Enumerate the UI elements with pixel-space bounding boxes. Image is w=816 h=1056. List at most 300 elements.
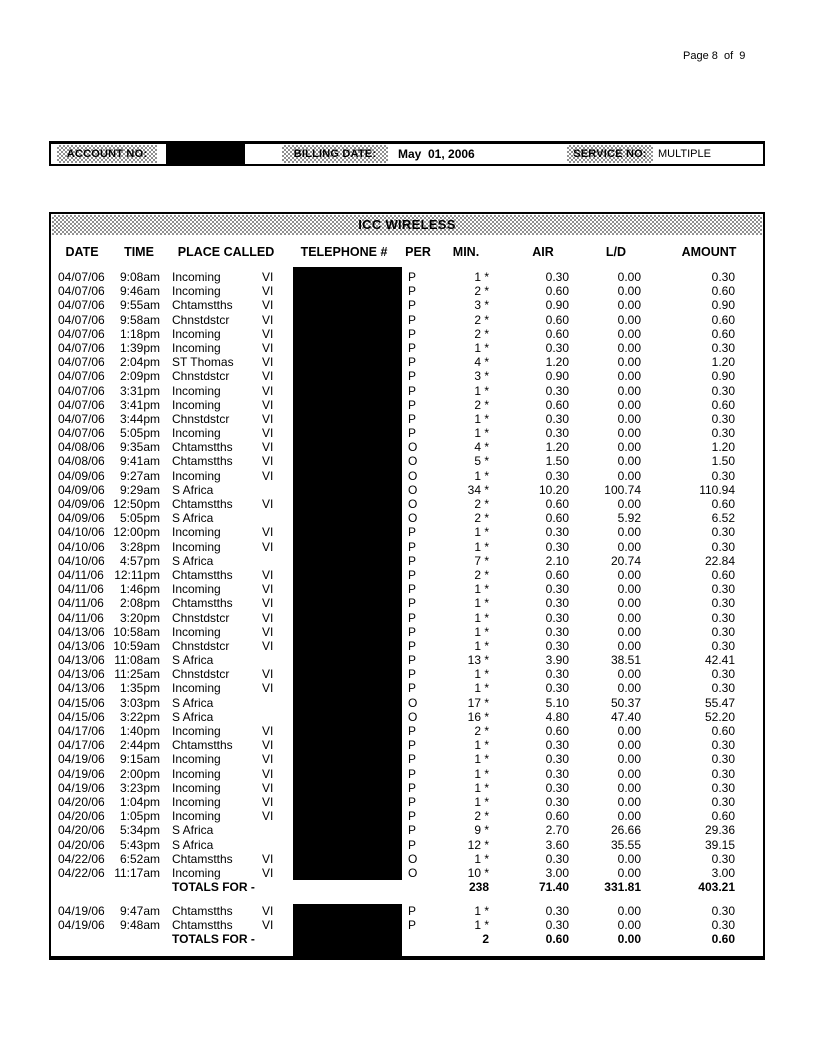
long-distance-charge: 0.00 (617, 397, 641, 412)
period-code: O (408, 468, 418, 483)
long-distance-charge: 0.00 (617, 426, 641, 441)
period-code: P (408, 638, 417, 653)
minutes: 2 * (474, 511, 489, 526)
air-charge: 0.30 (545, 681, 569, 696)
call-date: 04/13/06 (58, 624, 105, 639)
service-no-label: SERVICE NO: (567, 145, 653, 163)
air-charge: 2.10 (545, 553, 569, 568)
long-distance-charge: 0.00 (617, 752, 641, 767)
place-region: VI (262, 738, 274, 753)
amount: 0.60 (711, 809, 735, 824)
amount: 0.30 (711, 468, 735, 483)
place-called: Incoming (172, 766, 221, 781)
place-region: VI (262, 426, 274, 441)
call-date: 04/08/06 (58, 454, 105, 469)
call-row (51, 596, 763, 610)
air-charge: 3.90 (545, 653, 569, 668)
place-region: VI (262, 440, 274, 455)
air-charge: 0.60 (545, 312, 569, 327)
place-called: Incoming (172, 752, 221, 767)
call-row (51, 369, 763, 383)
air-charge: 0.30 (545, 426, 569, 441)
call-row (51, 355, 763, 369)
minutes: 1 * (474, 752, 489, 767)
minutes: 1 * (474, 539, 489, 554)
call-date: 04/22/06 (58, 865, 105, 880)
period-code: P (408, 397, 417, 412)
call-time: 5:05pm (119, 511, 160, 526)
minutes: 2 * (474, 312, 489, 327)
place-called: Chnstdstcr (172, 411, 230, 426)
call-time: 1:04pm (119, 794, 160, 809)
minutes: 1 * (474, 596, 489, 611)
place-called: Incoming (172, 624, 221, 639)
place-region: VI (262, 596, 274, 611)
call-date: 04/08/06 (58, 440, 105, 455)
call-row (51, 454, 763, 468)
long-distance-charge: 0.00 (617, 610, 641, 625)
minutes: 1 * (474, 738, 489, 753)
air-charge: 0.30 (545, 525, 569, 540)
totals-amount: 403.21 (698, 880, 735, 895)
place-region: VI (262, 298, 274, 313)
call-date: 04/10/06 (58, 525, 105, 540)
call-time: 9:41am (119, 454, 160, 469)
call-rows-block-1 (51, 270, 763, 894)
long-distance-charge: 0.00 (617, 766, 641, 781)
air-charge: 0.30 (545, 270, 569, 284)
call-time: 2:00pm (119, 766, 160, 781)
air-charge: 3.60 (545, 837, 569, 852)
totals-label: TOTALS FOR - (172, 880, 255, 895)
amount: 22.84 (704, 553, 735, 568)
place-region: VI (262, 780, 274, 795)
call-row (51, 582, 763, 596)
air-charge: 0.30 (545, 383, 569, 398)
place-called: Chtamstths (172, 298, 233, 313)
period-code: P (408, 738, 417, 753)
call-row (51, 918, 763, 932)
call-time: 4:57pm (119, 553, 160, 568)
air-charge: 4.80 (545, 709, 569, 724)
amount: 0.30 (711, 738, 735, 753)
place-called: Chtamstths (172, 454, 233, 469)
long-distance-charge: 0.00 (617, 794, 641, 809)
place-called: Incoming (172, 865, 221, 880)
call-date: 04/09/06 (58, 497, 105, 511)
minutes: 1 * (474, 904, 489, 918)
amount: 0.30 (711, 610, 735, 625)
amount: 0.30 (711, 918, 735, 933)
period-code: P (408, 426, 417, 441)
totals-air: 71.40 (538, 880, 569, 895)
call-row (51, 625, 763, 639)
call-row (51, 483, 763, 497)
long-distance-charge: 38.51 (610, 653, 641, 668)
period-code: P (408, 823, 417, 838)
place-region: VI (262, 312, 274, 327)
air-charge: 0.30 (545, 752, 569, 767)
air-charge: 0.30 (545, 904, 569, 918)
call-date: 04/07/06 (58, 411, 105, 426)
air-charge: 0.30 (545, 794, 569, 809)
call-time: 11:17am (114, 865, 160, 880)
call-date: 04/07/06 (58, 355, 105, 370)
air-charge: 0.30 (545, 610, 569, 625)
call-row (51, 440, 763, 454)
totals-minutes: 238 (468, 880, 489, 895)
call-time: 1:40pm (119, 724, 160, 738)
call-time: 11:25am (114, 667, 160, 682)
air-charge: 0.60 (545, 724, 569, 738)
air-charge: 0.30 (545, 468, 569, 483)
amount: 0.30 (711, 681, 735, 696)
amount: 0.30 (711, 766, 735, 781)
call-date: 04/09/06 (58, 482, 105, 497)
minutes: 1 * (474, 270, 489, 284)
amount: 0.30 (711, 596, 735, 611)
place-called: Incoming (172, 681, 221, 696)
long-distance-charge: 0.00 (617, 724, 641, 738)
minutes: 1 * (474, 681, 489, 696)
period-code: O (408, 851, 418, 866)
long-distance-charge: 0.00 (617, 780, 641, 795)
call-time: 5:34pm (119, 823, 160, 838)
minutes: 13 * (467, 653, 489, 668)
period-code: P (408, 809, 417, 824)
minutes: 1 * (474, 525, 489, 540)
place-called: Incoming (172, 780, 221, 795)
amount: 0.60 (711, 326, 735, 341)
air-charge: 0.30 (545, 851, 569, 866)
long-distance-charge: 0.00 (617, 582, 641, 597)
column-header-row (51, 245, 763, 261)
place-region: VI (262, 270, 274, 284)
long-distance-charge: 0.00 (617, 284, 641, 299)
totals-minutes: 2 (482, 932, 489, 947)
minutes: 7 * (474, 553, 489, 568)
amount: 0.30 (711, 383, 735, 398)
call-date: 04/07/06 (58, 340, 105, 355)
minutes: 10 * (467, 865, 489, 880)
place-region: VI (262, 809, 274, 824)
amount: 1.20 (711, 355, 735, 370)
call-time: 3:20pm (119, 610, 160, 625)
call-row (51, 724, 763, 738)
place-region: VI (262, 355, 274, 370)
minutes: 1 * (474, 340, 489, 355)
place-called: S Africa (172, 695, 214, 710)
place-called: Incoming (172, 539, 221, 554)
totals-amount: 0.60 (711, 932, 735, 947)
air-charge: 10.20 (538, 482, 569, 497)
call-date: 04/19/06 (58, 904, 105, 918)
call-row (51, 696, 763, 710)
minutes: 1 * (474, 918, 489, 933)
header-place-called: PLACE CALLED (177, 245, 275, 259)
long-distance-charge: 26.66 (610, 823, 641, 838)
place-region: VI (262, 851, 274, 866)
period-code: O (408, 695, 418, 710)
minutes: 2 * (474, 567, 489, 582)
long-distance-charge: 0.00 (617, 918, 641, 933)
call-time: 1:46pm (119, 582, 160, 597)
minutes: 9 * (474, 823, 489, 838)
period-code: P (408, 724, 417, 738)
place-called: S Africa (172, 823, 214, 838)
call-time: 9:48am (119, 918, 160, 933)
period-code: P (408, 653, 417, 668)
long-distance-charge: 0.00 (617, 411, 641, 426)
call-row (51, 738, 763, 752)
call-row (51, 639, 763, 653)
period-code: P (408, 681, 417, 696)
call-date: 04/07/06 (58, 369, 105, 384)
place-called: Chtamstths (172, 738, 233, 753)
place-called: Chnstdstcr (172, 369, 230, 384)
minutes: 1 * (474, 851, 489, 866)
call-time: 3:03pm (119, 695, 160, 710)
amount: 3.00 (711, 865, 735, 880)
call-time: 9:47am (119, 904, 160, 918)
totals-long-distance: 331.81 (604, 880, 641, 895)
header-per: PER (405, 245, 431, 259)
place-region: VI (262, 525, 274, 540)
amount: 0.30 (711, 904, 735, 918)
period-code: P (408, 298, 417, 313)
minutes: 5 * (474, 454, 489, 469)
call-time: 11:08am (114, 653, 160, 668)
minutes: 1 * (474, 426, 489, 441)
amount: 0.60 (711, 497, 735, 511)
account-bar (49, 141, 765, 166)
place-region: VI (262, 567, 274, 582)
air-charge: 0.30 (545, 638, 569, 653)
call-date: 04/11/06 (58, 610, 104, 625)
air-charge: 0.60 (545, 497, 569, 511)
long-distance-charge: 0.00 (617, 851, 641, 866)
period-code: P (408, 340, 417, 355)
call-row (51, 710, 763, 724)
long-distance-charge: 0.00 (617, 865, 641, 880)
amount: 29.36 (704, 823, 735, 838)
period-code: O (408, 454, 418, 469)
place-region: VI (262, 340, 274, 355)
place-called: Incoming (172, 525, 221, 540)
call-row (51, 384, 763, 398)
call-date: 04/20/06 (58, 837, 105, 852)
service-no-value: MULTIPLE (658, 148, 711, 160)
minutes: 12 * (467, 837, 489, 852)
call-date: 04/19/06 (58, 766, 105, 781)
call-date: 04/10/06 (58, 539, 105, 554)
call-row (51, 823, 763, 837)
long-distance-charge: 0.00 (617, 624, 641, 639)
place-called: ST Thomas (172, 355, 234, 370)
period-code: P (408, 918, 417, 933)
header-time: TIME (124, 245, 154, 259)
long-distance-charge: 0.00 (617, 681, 641, 696)
place-region: VI (262, 724, 274, 738)
long-distance-charge: 0.00 (617, 638, 641, 653)
call-date: 04/13/06 (58, 653, 105, 668)
minutes: 1 * (474, 794, 489, 809)
minutes: 1 * (474, 624, 489, 639)
air-charge: 0.60 (545, 326, 569, 341)
period-code: P (408, 610, 417, 625)
long-distance-charge: 0.00 (617, 525, 641, 540)
telephone-redaction-box-2 (293, 904, 402, 956)
call-time: 2:08pm (119, 596, 160, 611)
call-time: 5:43pm (119, 837, 160, 852)
call-row (51, 525, 763, 539)
call-row (51, 511, 763, 525)
period-code: P (408, 582, 417, 597)
call-date: 04/07/06 (58, 426, 105, 441)
place-called: Incoming (172, 468, 221, 483)
amount: 0.30 (711, 794, 735, 809)
amount: 0.30 (711, 752, 735, 767)
period-code: P (408, 624, 417, 639)
call-row (51, 554, 763, 568)
call-time: 9:35am (119, 440, 160, 455)
call-time: 3:22pm (119, 709, 160, 724)
period-code: P (408, 411, 417, 426)
period-code: P (408, 837, 417, 852)
call-date: 04/19/06 (58, 918, 105, 933)
totals-row (51, 880, 763, 894)
amount: 0.30 (711, 411, 735, 426)
period-code: P (408, 596, 417, 611)
place-region: VI (262, 383, 274, 398)
long-distance-charge: 0.00 (617, 596, 641, 611)
call-row (51, 327, 763, 341)
period-code: P (408, 326, 417, 341)
long-distance-charge: 0.00 (617, 312, 641, 327)
call-row (51, 809, 763, 823)
minutes: 2 * (474, 497, 489, 511)
air-charge: 3.00 (545, 865, 569, 880)
air-charge: 1.50 (545, 454, 569, 469)
totals-label: TOTALS FOR - (172, 932, 255, 947)
long-distance-charge: 0.00 (617, 667, 641, 682)
place-region: VI (262, 284, 274, 299)
call-time: 10:59am (113, 638, 160, 653)
minutes: 4 * (474, 440, 489, 455)
place-called: Chtamstths (172, 918, 233, 933)
amount: 0.60 (711, 724, 735, 738)
page-number: Page 8 of 9 (683, 50, 746, 62)
minutes: 1 * (474, 383, 489, 398)
amount: 0.30 (711, 582, 735, 597)
air-charge: 1.20 (545, 355, 569, 370)
call-row (51, 298, 763, 312)
air-charge: 0.30 (545, 582, 569, 597)
minutes: 2 * (474, 326, 489, 341)
long-distance-charge: 0.00 (617, 326, 641, 341)
call-row (51, 852, 763, 866)
long-distance-charge: 35.55 (610, 837, 641, 852)
amount: 0.30 (711, 851, 735, 866)
call-date: 04/19/06 (58, 752, 105, 767)
call-date: 04/13/06 (58, 681, 105, 696)
call-row (51, 270, 763, 284)
place-called: Incoming (172, 724, 221, 738)
call-time: 3:23pm (119, 780, 160, 795)
call-detail-table (49, 212, 765, 960)
call-time: 10:58am (113, 624, 160, 639)
place-called: S Africa (172, 511, 214, 526)
place-region: VI (262, 454, 274, 469)
long-distance-charge: 0.00 (617, 738, 641, 753)
place-called: Chnstdstcr (172, 638, 230, 653)
amount: 110.94 (699, 482, 735, 497)
long-distance-charge: 20.74 (610, 553, 641, 568)
minutes: 2 * (474, 397, 489, 412)
air-charge: 0.30 (545, 411, 569, 426)
minutes: 1 * (474, 780, 489, 795)
long-distance-charge: 5.92 (617, 511, 641, 526)
call-row (51, 781, 763, 795)
call-row (51, 540, 763, 554)
call-row (51, 412, 763, 426)
amount: 0.30 (711, 638, 735, 653)
minutes: 34 * (467, 482, 489, 497)
header-telephone: TELEPHONE # (300, 245, 388, 259)
call-time: 9:08am (119, 270, 160, 284)
call-date: 04/20/06 (58, 794, 105, 809)
long-distance-charge: 0.00 (617, 369, 641, 384)
place-called: Incoming (172, 383, 221, 398)
call-date: 04/07/06 (58, 312, 105, 327)
header-amount: AMOUNT (681, 245, 737, 259)
period-code: P (408, 284, 417, 299)
long-distance-charge: 0.00 (617, 355, 641, 370)
air-charge: 0.30 (545, 624, 569, 639)
air-charge: 0.60 (545, 397, 569, 412)
period-code: P (408, 904, 417, 918)
call-time: 12:00pm (113, 525, 160, 540)
air-charge: 0.60 (545, 809, 569, 824)
long-distance-charge: 50.37 (610, 695, 641, 710)
call-date: 04/07/06 (58, 383, 105, 398)
call-row (51, 497, 763, 511)
amount: 0.30 (711, 525, 735, 540)
call-date: 04/20/06 (58, 809, 105, 824)
amount: 0.90 (711, 298, 735, 313)
place-region: VI (262, 794, 274, 809)
place-called: Incoming (172, 326, 221, 341)
long-distance-charge: 0.00 (617, 567, 641, 582)
table-title: ICC WIRELESS (52, 215, 762, 235)
call-date: 04/11/06 (58, 582, 104, 597)
place-called: S Africa (172, 653, 214, 668)
minutes: 1 * (474, 411, 489, 426)
place-called: S Africa (172, 709, 214, 724)
call-row (51, 653, 763, 667)
call-date: 04/22/06 (58, 851, 105, 866)
place-called: Chtamstths (172, 904, 233, 918)
minutes: 3 * (474, 298, 489, 313)
place-called: Incoming (172, 426, 221, 441)
minutes: 3 * (474, 369, 489, 384)
minutes: 2 * (474, 284, 489, 299)
place-called: S Africa (172, 553, 214, 568)
air-charge: 0.60 (545, 284, 569, 299)
telephone-redaction-box-1 (293, 267, 402, 880)
minutes: 2 * (474, 809, 489, 824)
period-code: P (408, 383, 417, 398)
